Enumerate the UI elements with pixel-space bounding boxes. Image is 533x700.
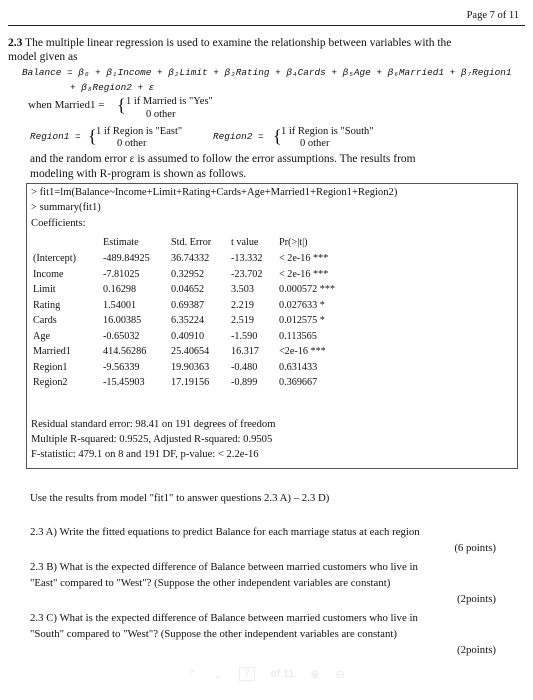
- coefficients-label: Coefficients:: [31, 218, 86, 229]
- region2-case-1: 1 if Region is "South": [281, 126, 374, 137]
- table-cell: 1.54001: [103, 299, 137, 311]
- question-c-points: (2points): [457, 644, 496, 656]
- intro-text-1: The multiple linear regression is used to examine the relationship between variables with the: [25, 37, 452, 49]
- region1-case-1: 1 if Region is "East": [96, 126, 183, 137]
- region1-prefix: Region1 =: [30, 131, 81, 142]
- table-cell: 17.19156: [171, 377, 210, 388]
- page-number-label: Page 7 of 11: [466, 10, 519, 21]
- table-header-cell: t value: [231, 237, 259, 248]
- table-cell: 0.16298: [103, 284, 137, 295]
- table-row-label: (Intercept): [33, 253, 76, 264]
- table-cell: -0.480: [231, 361, 258, 373]
- table-cell: 0.69387: [171, 299, 205, 311]
- r-command-summary: > summary(fit1): [31, 202, 101, 213]
- table-cell: 36.74332: [171, 253, 210, 264]
- r-command-lm: > fit1=lm(Balance~Income+Limit+Rating+Cards+Age+Married1+Region1+Region2): [31, 187, 398, 198]
- residual-se-text: Residual standard error: 98.41 on 191 degrees of freedom: [31, 419, 276, 430]
- r-squared-text: Multiple R-squared: 0.9525, Adjusted R-squared: 0.9505: [31, 434, 273, 445]
- page-current-indicator[interactable]: 7: [239, 667, 255, 681]
- table-cell: -23.702: [231, 268, 263, 280]
- table-cell: -1.590: [231, 330, 258, 342]
- zoom-in-icon[interactable]: ⊕: [310, 668, 320, 681]
- question-a-points: (6 points): [454, 542, 496, 554]
- header-rule: [8, 25, 525, 26]
- intro-line-2: model given as: [8, 51, 78, 63]
- table-cell: 0.32952: [171, 268, 205, 280]
- question-b-points: (2points): [457, 593, 496, 605]
- region1-case-2: 0 other: [117, 138, 147, 149]
- table-cell: -0.65032: [103, 330, 140, 342]
- region2-brace: {: [273, 126, 282, 146]
- table-cell: -7.81025: [103, 268, 140, 280]
- table-row-label: Limit: [33, 284, 56, 295]
- married-case-2: 0 other: [146, 109, 176, 120]
- f-statistic-text: F-statistic: 479.1 on 8 and 191 DF, p-value: < 2.2e-16: [31, 449, 259, 460]
- table-header-cell: Pr(>|t|): [279, 237, 308, 248]
- married-case-1: 1 if Married is "Yes": [126, 96, 213, 107]
- error-text-1: and the random error ε is assumed to follow the error assumptions. The results from: [30, 153, 416, 165]
- table-row-label: Rating: [33, 299, 61, 311]
- question-number: 2.3: [8, 37, 23, 49]
- married-prefix: when Married1 =: [28, 99, 105, 111]
- table-row-label: Cards: [33, 315, 57, 326]
- table-cell: 16.00385: [103, 315, 142, 326]
- table-cell: 0.04652: [171, 284, 205, 295]
- table-row-label: Age: [33, 330, 50, 342]
- table-cell: -0.899: [231, 377, 258, 388]
- table-cell: 25.40654: [171, 346, 210, 357]
- table-cell: 2.219: [231, 299, 254, 311]
- table-row-label: Region1: [33, 361, 68, 373]
- page-total-indicator: of 11: [270, 668, 295, 680]
- table-row-label: Married1: [33, 346, 71, 357]
- model-equation-line-1: Balance = β₀ + β₁Income + β₂Limit + β₃Rating + β₄Cards + β₅Age + β₆Married1 + β₇Region1: [22, 67, 512, 78]
- r-output-box: [26, 183, 518, 469]
- table-cell: -9.56339: [103, 361, 140, 373]
- zoom-out-icon[interactable]: ⊖: [335, 668, 345, 681]
- table-cell: 3.503: [231, 284, 254, 295]
- table-cell: 2.519: [231, 315, 254, 326]
- table-header-cell: Std. Error: [171, 237, 212, 248]
- model-equation-line-2: + β₈Region2 + ε: [70, 82, 155, 93]
- table-cell: 16.317: [231, 346, 260, 357]
- question-c-text-1: 2.3 C) What is the expected difference of Balance between married customers who live in: [30, 612, 418, 624]
- region1-brace: {: [88, 126, 97, 146]
- error-text-2: modeling with R-program is shown as follows.: [30, 168, 247, 180]
- table-cell: <2e-16 ***: [279, 346, 326, 357]
- table-row-label: Income: [33, 268, 64, 280]
- table-cell: 0.40910: [171, 330, 205, 342]
- table-cell: 0.369667: [279, 377, 318, 388]
- question-b-text-2: "East" compared to "West"? (Suppose the other independent variables are constant): [30, 577, 391, 589]
- table-cell: 414.56286: [103, 346, 147, 357]
- viewer-toolbar: [0, 662, 533, 686]
- table-cell: -489.84925: [103, 253, 150, 264]
- chevron-down-icon[interactable]: ⌄: [213, 668, 223, 681]
- table-cell: 0.631433: [279, 361, 318, 373]
- married-brace: {: [117, 95, 126, 115]
- region2-prefix: Region2 =: [213, 131, 264, 142]
- question-a-text: 2.3 A) Write the fitted equations to predict Balance for each marriage status at each region: [30, 526, 420, 538]
- table-cell: -13.332: [231, 253, 263, 264]
- table-cell: 0.113565: [279, 330, 317, 342]
- table-cell: -15.45903: [103, 377, 145, 388]
- table-cell: < 2e-16 ***: [279, 253, 329, 264]
- table-cell: 19.90363: [171, 361, 210, 373]
- instruction-text: Use the results from model "fit1" to answer questions 2.3 A) – 2.3 D): [30, 492, 330, 504]
- chevron-up-icon[interactable]: ⌃: [188, 668, 198, 681]
- table-cell: < 2e-16 ***: [279, 268, 329, 280]
- question-c-text-2: "South" compared to "West"? (Suppose the other independent variables are constant): [30, 628, 397, 640]
- table-cell: 6.35224: [171, 315, 205, 326]
- region2-case-2: 0 other: [300, 138, 330, 149]
- table-cell: 0.027633 *: [279, 299, 325, 311]
- table-cell: 0.012575 *: [279, 315, 325, 326]
- question-b-text-1: 2.3 B) What is the expected difference of Balance between married customers who live in: [30, 561, 418, 573]
- table-header-cell: Estimate: [103, 237, 139, 248]
- intro-line-1: [8, 36, 451, 50]
- table-cell: 0.000572 ***: [279, 284, 336, 295]
- table-row-label: Region2: [33, 377, 68, 388]
